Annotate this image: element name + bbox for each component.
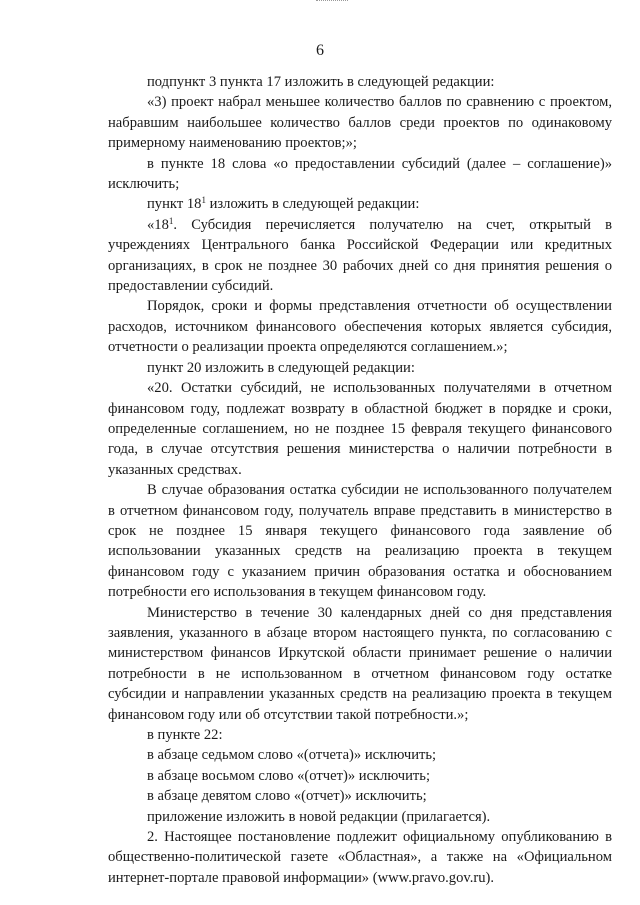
paragraph-text: «18 bbox=[147, 216, 169, 233]
scan-top-mark bbox=[316, 0, 348, 5]
paragraph-text: изложить в следующей редакции: bbox=[205, 196, 420, 213]
page-number: 6 bbox=[316, 42, 324, 59]
paragraph-text: пункт 18 bbox=[147, 196, 202, 213]
paragraph bbox=[108, 194, 612, 214]
paragraph: в абзаце девятом слово «(отчет)» исключить; bbox=[147, 788, 427, 805]
paragraph: 2. Настоящее постановление подлежит официальному опубликованию в общественно-политической газете «Областная», а также на «Официальном интернет-портале правовой информации» (www.pravo.gov.ru). bbox=[108, 829, 612, 886]
paragraph: «3) проект набрал меньшее количество баллов по сравнению с проектом, набравшим наибольшее количество баллов среди проектов по одинаковому примерному наименованию проектов;»; bbox=[108, 94, 612, 152]
paragraph: Порядок, сроки и формы представления отчетности об осуществлении расходов, источником финансового обеспечения которых является субсидия, отчетности о реализации проекта определяются соглашением.»; bbox=[108, 298, 612, 356]
superscript: 1 bbox=[168, 215, 174, 226]
paragraph: Министерство в течение 30 календарных дней со дня представления заявления, указанного в абзаце втором настоящего пункта, по согласованию с министерством финансов Иркутской области принимает решение о наличии потребности в не использованном в отчетном финансовом году остатке субсидии и направлении указанных средств на реализацию проекта в текущем финансовом году или об отсутствии такой потребности.»; bbox=[108, 604, 612, 723]
paragraph: подпункт 3 пункта 17 изложить в следующей редакции: bbox=[147, 74, 495, 90]
superscript: 1 bbox=[201, 195, 206, 206]
paragraph: В случае образования остатка субсидии не использованного получателем в отчетном финансовом году, получатель вправе представить в министерство в срок не позднее 15 января текущего финансового года заявление об использовании указанных средств на реализацию проекта в текущем финансовом году с указанием причин образования остатка и обоснованием потребности его использования в текущем финансовом году. bbox=[108, 482, 612, 601]
paragraph: «20. Остатки субсидий, не использованных получателями в отчетном финансовом году, подлежат возврату в областной бюджет в порядке и сроки, определенные соглашением, но не позднее 15 февраля текущего финансового года, в случае отсутствия решения министерства о наличии потребности в указанных средствах. bbox=[108, 380, 612, 478]
paragraph-text: . Субсидия перечисляется получателю на счет, открытый в учреждениях Центрального банка Российской Федерации или кредитных организациях, в срок не позднее 30 рабочих дней со дня принятия решения о предоставлении субсидий. bbox=[108, 216, 612, 295]
paragraph bbox=[108, 215, 612, 297]
paragraph: пункт 20 изложить в следующей редакции: bbox=[147, 359, 415, 376]
paragraph: в пункте 18 слова «о предоставлении субсидий (далее – соглашение)» исключить; bbox=[108, 155, 612, 193]
paragraph: в пункте 22: bbox=[147, 727, 223, 743]
paragraph: в абзаце восьмом слово «(отчет)» исключить; bbox=[147, 767, 431, 784]
paragraph: приложение изложить в новой редакции (прилагается). bbox=[147, 808, 491, 825]
paragraph: в абзаце седьмом слово «(отчета)» исключить; bbox=[147, 747, 437, 764]
document-body bbox=[108, 72, 612, 888]
